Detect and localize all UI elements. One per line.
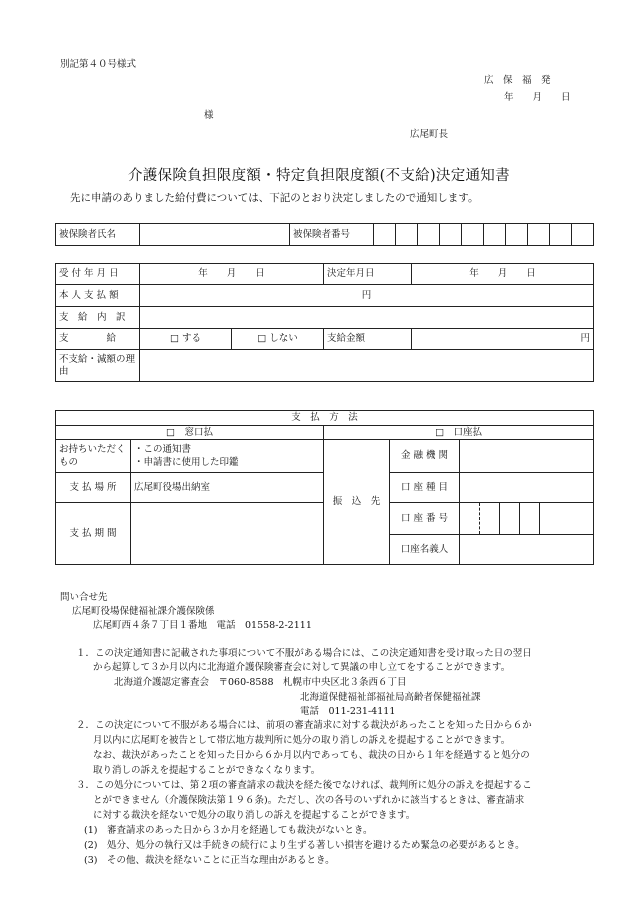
insured-number-digit[interactable]: [418, 224, 440, 246]
bring-item-notice: ・この通知書: [134, 443, 192, 455]
amount-label: 支給金額: [324, 329, 412, 350]
insured-number-digit[interactable]: [550, 224, 572, 246]
insured-number-digit[interactable]: [528, 224, 550, 246]
payment-yes-checkbox[interactable]: □ する: [140, 329, 232, 350]
bank-label: 金 融 機 関: [390, 440, 460, 473]
payment-detail-label: 支 給 内 訳: [56, 307, 140, 329]
insured-number-digit[interactable]: [396, 224, 418, 246]
reason-label: 不支給・減額の理由: [56, 350, 140, 382]
insured-number-digit[interactable]: [440, 224, 462, 246]
payment-place-label: 支 払 場 所: [56, 473, 131, 503]
payment-place-value: 広尾町役場出納室: [131, 473, 324, 503]
self-pay-label: 本 人 支 払 額: [56, 285, 140, 307]
note-1-address-2: 北海道保健福祉部福祉局高齢者保健福祉課: [300, 692, 481, 703]
bring-items-label: お持ちいただくもの: [56, 440, 131, 473]
contact-address: 広尾町西４条７丁目１番地 電話 01558-2-2111: [93, 620, 312, 631]
sub-item-2: (2) 処分、処分の執行又は手続きの続行により生ずる著しい損害を避けるため緊急の必要があるとき。: [84, 840, 525, 851]
receipt-date-value[interactable]: 年 月 日: [140, 264, 324, 285]
contact-heading: 問い合せ先: [60, 592, 108, 603]
account-number-digit[interactable]: [460, 503, 480, 535]
account-number-digit[interactable]: [520, 503, 540, 535]
account-type-field[interactable]: [460, 473, 594, 503]
note-1-line-1: １．この決定通知書に記載された事項について不服がある場合には、この決定通知書を受け取った日の翌日: [76, 648, 532, 659]
form-number: 別記第４０号様式: [60, 59, 137, 70]
insured-name-field[interactable]: [140, 224, 290, 246]
note-3-line-1: ３．この処分については、第２項の審査請求の裁決を経た後でなければ、裁判所に処分の訴えを提起するこ: [76, 780, 532, 791]
transfer-label: 振 込 先: [324, 440, 390, 565]
note-3-line-2: とができません（介護保険法第１９６条)。ただし、次の各号のいずれかに該当するときは、審査請求: [93, 795, 525, 806]
payment-label: 支 給: [56, 329, 140, 350]
window-payment-checkbox[interactable]: □ 窓口払: [56, 426, 324, 440]
note-3-line-3: に対する裁決を経ないで処分の取り消しの訴えを提起することができます。: [93, 810, 416, 821]
insured-number-digit[interactable]: [374, 224, 396, 246]
payment-period-field[interactable]: [131, 503, 324, 565]
note-2-line-3: なお、裁決があったことを知った日から６か月以内であっても、裁決の日から１年を経過すると処分の: [93, 750, 530, 761]
insured-number-digit[interactable]: [462, 224, 484, 246]
note-1-line-2: から起算して３か月以内に北海道介護保険審査会に対して異議の申し立てをすることができます。: [93, 662, 511, 673]
insured-number-digit[interactable]: [484, 224, 506, 246]
insured-table: [55, 223, 594, 246]
insured-number-label: 被保険者番号: [290, 224, 374, 246]
payment-detail-field[interactable]: [140, 307, 594, 329]
account-number-digit[interactable]: [540, 503, 594, 535]
issue-date: 年 月 日: [504, 92, 571, 103]
note-2-line-4: 取り消しの訴えを提起することができなくなります。: [93, 765, 321, 776]
amount-unit[interactable]: 円: [412, 329, 594, 350]
reason-field[interactable]: [140, 350, 594, 382]
decision-date-label: 決定年月日: [324, 264, 412, 285]
insured-number-digit[interactable]: [572, 224, 594, 246]
insured-number-digit[interactable]: [506, 224, 528, 246]
account-holder-label: 口座名義人: [390, 535, 460, 565]
account-payment-checkbox[interactable]: □ 口座払: [324, 426, 594, 440]
bring-item-seal: ・申請書に使用した印鑑: [134, 457, 239, 468]
decision-date-value[interactable]: 年 月 日: [412, 264, 594, 285]
lead-text: 先に申請のありました給付費については、下記のとおり決定しましたので通知します。: [70, 192, 479, 204]
payment-method-title: 支 払 方 法: [56, 411, 594, 426]
payment-method-table: [55, 410, 594, 565]
sub-item-3: (3) その他、裁決を経ないことに正当な理由があるとき。: [84, 855, 335, 866]
note-1-address-1: 北海道介護認定審査会 〒060-8588 札幌市中央区北３条西６丁目: [114, 677, 407, 688]
account-number-label: 口 座 番 号: [390, 503, 460, 535]
note-2-line-2: 月以内に広尾町を被告として帯広地方裁判所に処分の取り消しの訴えを提起することができます。: [93, 735, 511, 746]
account-number-digit[interactable]: [480, 503, 500, 535]
insured-name-label: 被保険者氏名: [56, 224, 140, 246]
account-type-label: 口 座 種 目: [390, 473, 460, 503]
decision-table: [55, 263, 594, 382]
note-1-address-3: 電話 011-231-4111: [300, 706, 396, 717]
account-holder-field[interactable]: [460, 535, 594, 565]
contact-office: 広尾町役場保健福祉課介護保険係: [72, 606, 215, 617]
issuer-name: 広尾町長: [410, 129, 449, 140]
account-number-digit[interactable]: [500, 503, 520, 535]
payment-no-checkbox[interactable]: □ しない: [232, 329, 324, 350]
addressee-suffix: 様: [204, 110, 214, 121]
bank-field[interactable]: [460, 440, 594, 473]
sub-item-1: (1) 審査請求のあった日から３か月を経過しても裁決がないとき。: [84, 825, 373, 836]
payment-period-label: 支 払 期 間: [56, 503, 131, 565]
self-pay-unit[interactable]: 円: [140, 285, 594, 307]
document-title: 介護保険負担限度額・特定負担限度額(不支給)決定通知書: [128, 168, 510, 184]
receipt-date-label: 受 付 年 月 日: [56, 264, 140, 285]
issue-number: 広 保 福 発: [484, 75, 551, 86]
note-2-line-1: ２．この決定について不服がある場合には、前項の審査請求に対する裁決があったことを知った日から６か: [76, 720, 532, 731]
